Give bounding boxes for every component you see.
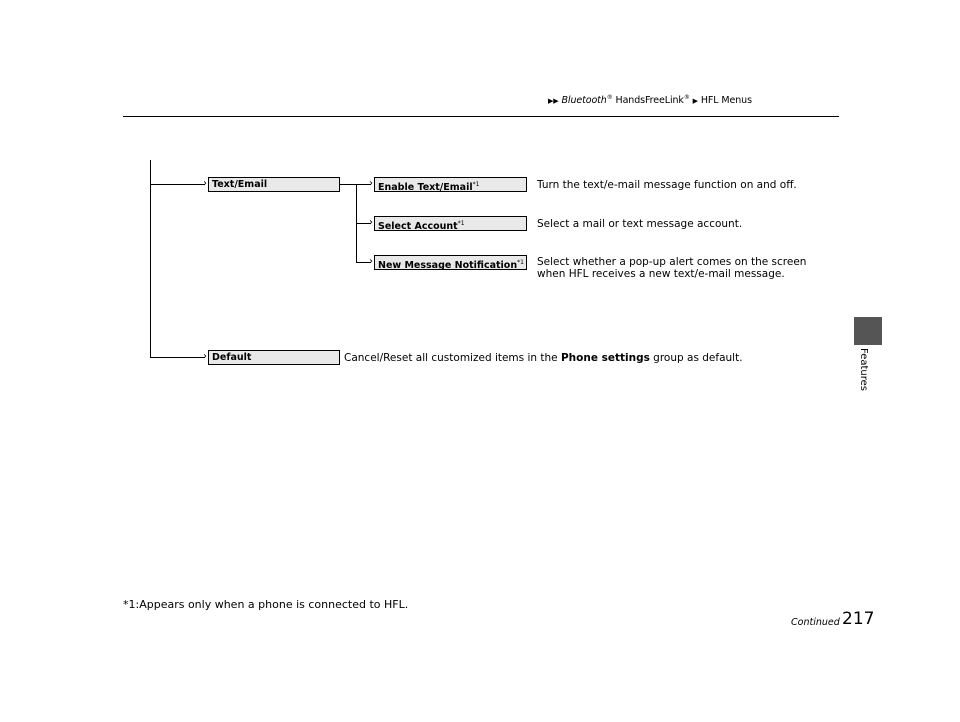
- arrow-icon: ›: [369, 178, 373, 189]
- default-description: [344, 352, 743, 364]
- footnote-marker: *1: [517, 259, 524, 266]
- arrow-icon: ›: [203, 351, 207, 362]
- description-bold-text: Phone settings: [560, 352, 650, 364]
- page-number: 217: [842, 609, 875, 629]
- menu-item-label: Default: [212, 352, 252, 363]
- breadcrumb-arrow-icon: ▶: [692, 97, 698, 106]
- tree-branch-line: [150, 184, 205, 185]
- continued-label: Continued: [791, 617, 840, 628]
- breadcrumb-bluetooth: Bluetooth: [561, 95, 607, 107]
- description-line: Select whether a pop-up alert comes on the screen: [537, 256, 807, 268]
- menu-item-label: Enable Text/Email: [378, 182, 473, 194]
- header-rule: [123, 116, 839, 117]
- footnote-marker: *1: [457, 220, 465, 227]
- section-tab-label: Features: [858, 348, 869, 391]
- menu-item-text-email: [208, 177, 340, 192]
- arrow-icon: ›: [369, 217, 373, 228]
- tree-branch-line: [339, 184, 371, 185]
- breadcrumb-handsfreelink: HandsFreeLink: [612, 95, 684, 107]
- registered-mark: ®: [606, 94, 613, 101]
- menu-item-label: Select Account: [378, 221, 458, 233]
- description-text: group as default.: [649, 352, 743, 364]
- select-account-description: Select a mail or text message account.: [537, 218, 743, 230]
- breadcrumb-arrow-icon: ▶▶: [548, 97, 559, 106]
- menu-item-label: New Message Notification: [378, 260, 518, 272]
- registered-mark: ®: [683, 94, 690, 101]
- description-line: when HFL receives a new text/e-mail message.: [537, 268, 785, 280]
- menu-item-label: Text/Email: [212, 179, 268, 190]
- description-text: Cancel/Reset all customized items in the: [344, 352, 561, 364]
- menu-item-new-message-notification: [374, 255, 527, 270]
- tree-trunk-line: [150, 160, 151, 357]
- new-message-notification-description: [537, 256, 806, 280]
- breadcrumb-hfl-menus: HFL Menus: [700, 95, 752, 107]
- menu-item-enable-text-email: [374, 177, 527, 192]
- arrow-icon: ›: [369, 256, 373, 267]
- menu-item-select-account: [374, 216, 527, 231]
- tree-branch-line: [150, 357, 205, 358]
- footnote-marker: *1: [472, 181, 480, 188]
- arrow-icon: ›: [203, 178, 207, 189]
- enable-text-email-description: Turn the text/e-mail message function on and off.: [537, 179, 797, 191]
- menu-item-default: [208, 350, 340, 365]
- footnote: *1:Appears only when a phone is connected to HFL.: [123, 598, 409, 611]
- section-tab: [854, 317, 882, 345]
- breadcrumb: [548, 94, 752, 106]
